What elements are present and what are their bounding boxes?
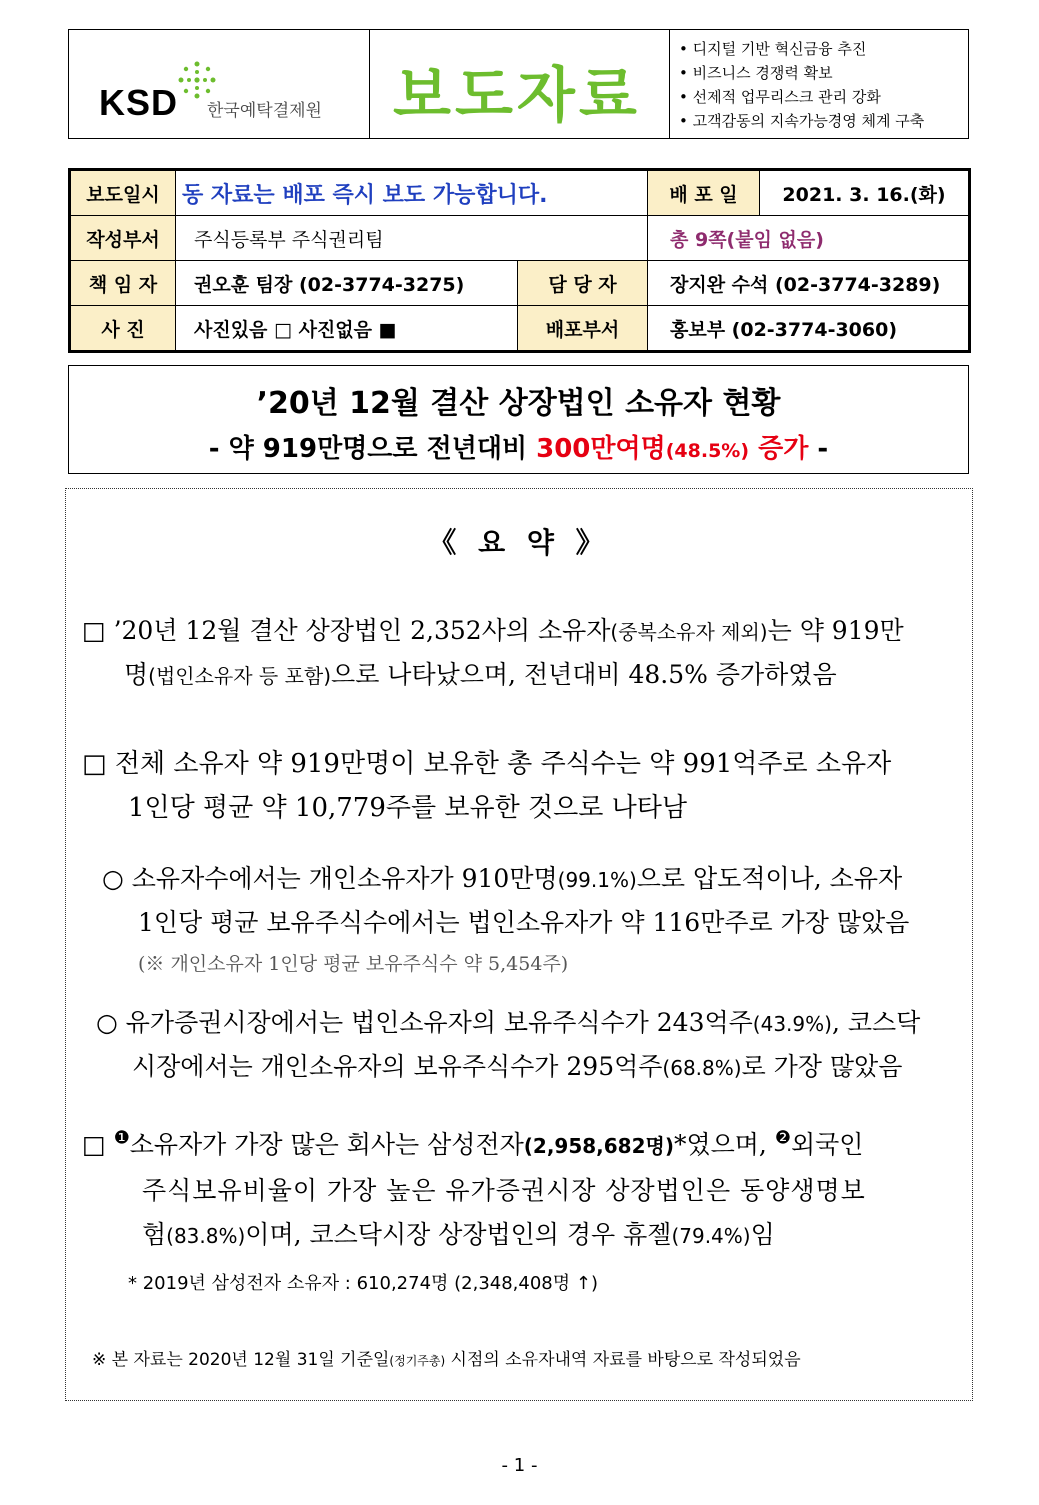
headline-subtitle: - 약 919만명으로 전년대비 300만여명(48.5%) 증가 - — [208, 434, 829, 464]
headline-box — [68, 365, 969, 474]
slogan-list — [669, 30, 968, 138]
table-row — [70, 170, 970, 216]
release-value: 동 자료는 배포 즉시 보도 가능합니다. — [176, 170, 648, 216]
table-row — [70, 261, 970, 306]
summary-para-3-line-1: ○ 소유자수에서는 개인소유자가 910만명(99.1%)으로 압도적이나, 소유자 — [102, 864, 903, 893]
headline-title: ’20년 12월 결산 상장법인 소유자 현황 — [256, 386, 781, 421]
summary-para-5-footnote: * 2019년 삼성전자 소유자 : 610,274명 (2,348,408명 ↑) — [128, 1273, 598, 1294]
manager-label: 책 임 자 — [70, 261, 176, 306]
dept-value: 주식등록부 주식권리팀 — [176, 216, 648, 261]
dist-date-label: 배 포 일 — [648, 170, 760, 216]
press-info-table — [68, 168, 971, 353]
summary-para-1-line-1: □ ’20년 12월 결산 상장법인 2,352사의 소유자(중복소유자 제외)는 약 919만 — [82, 616, 904, 645]
slogan-item: • 고객감동의 지속가능경영 체계 구축 — [679, 112, 925, 130]
page-number: - 1 - — [501, 1455, 538, 1476]
summary-para-5-line-3: 험(83.8%)이며, 코스닥시장 상장법인의 경우 휴젤(79.4%)임 — [142, 1220, 775, 1249]
summary-para-3-line-2: 1인당 평균 보유주식수에서는 법인소유자가 약 116만주로 가장 많았음 — [138, 908, 910, 937]
contact-value: 장지완 수석 (02-3774-3289) — [648, 261, 970, 306]
manager-value: 권오훈 팀장 (02-3774-3275) — [176, 261, 518, 306]
summary-heading: 《 요 약 》 — [428, 526, 610, 559]
slogan-item: • 비즈니스 경쟁력 확보 — [679, 64, 833, 82]
ksd-logo-text: KSD — [99, 82, 179, 123]
dist-dept-value: 홍보부 (02-3774-3060) — [648, 306, 970, 352]
summary-para-5-line-1: □ $^❶$소유자가 가장 많은 회사는 삼성전자(2,958,682명)*였으며, $^❷$외국인 — [82, 1127, 864, 1159]
press-header — [68, 29, 969, 139]
table-row — [70, 216, 970, 261]
summary-para-2-line-2: 1인당 평균 약 10,779주를 보유한 것으로 나타남 — [128, 793, 687, 823]
summary-para-2-line-1: □ 전체 소유자 약 919만명이 보유한 총 주식수는 약 991억주로 소유자 — [82, 749, 892, 779]
slogan-item: • 선제적 업무리스크 관리 강화 — [679, 88, 881, 106]
summary-para-5-line-2: 주식보유비율이 가장 높은 유가증권시장 상장법인은 동양생명보 — [142, 1176, 866, 1205]
doc-type-title: 보도자료 — [393, 61, 641, 131]
summary-para-4-line-1: ○ 유가증권시장에서는 법인소유자의 보유주식수가 243억주(43.9%), 코스닥 — [96, 1008, 921, 1037]
contact-label: 담 당 자 — [518, 261, 648, 306]
summary-box — [65, 488, 973, 1401]
dept-label: 작성부서 — [70, 216, 176, 261]
photo-label: 사 진 — [70, 306, 176, 352]
table-row — [70, 306, 970, 352]
logo-cell — [69, 30, 370, 138]
summary-para-4-line-2: 시장에서는 개인소유자의 보유주식수가 295억주(68.8%)로 가장 많았음 — [132, 1052, 903, 1081]
dist-date-value: 2021. 3. 16.(화) — [760, 170, 970, 216]
slogan-item: • 디지털 기반 혁신금융 추진 — [679, 40, 867, 58]
pages-value: 총 9쪽(붙임 없음) — [648, 216, 970, 261]
doc-type-cell — [369, 30, 670, 138]
summary-para-1-line-2: 명(법인소유자 등 포함)으로 나타났으며, 전년대비 48.5% 증가하였음 — [124, 660, 837, 689]
photo-value: 사진있음 □ 사진없음 ■ — [176, 306, 518, 352]
summary-para-3-note: (※ 개인소유자 1인당 평균 보유주식수 약 5,454주) — [138, 953, 569, 975]
basis-note: ※ 본 자료는 2020년 12월 31일 기준일(정기주총) 시점의 소유자내역 자료를 바탕으로 작성되었음 — [92, 1350, 801, 1370]
dist-dept-label: 배포부서 — [518, 306, 648, 352]
release-label: 보도일시 — [70, 170, 176, 216]
org-name: 한국예탁결제원 — [207, 101, 322, 121]
